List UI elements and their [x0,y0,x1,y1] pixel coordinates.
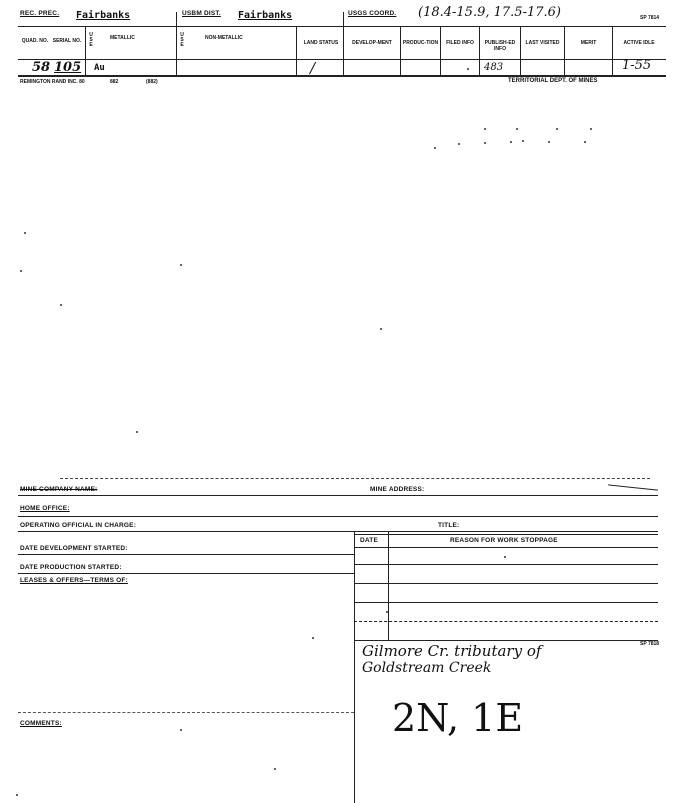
serial-no-value: 105 [54,60,82,75]
rule [18,712,354,713]
location-note-line1: Gilmore Cr. tributary of [362,642,542,660]
scan-speck [484,142,486,144]
col-divider [479,26,480,76]
form-number: SP 7814 [640,15,660,21]
date-column-label: DATE [360,537,379,544]
scan-speck [584,141,586,143]
printer-code-2: (882) [146,79,158,85]
col-divider [85,26,86,76]
scan-speck [180,264,182,266]
township-note: 2N, 1E [392,696,524,740]
scan-speck [522,140,524,142]
scan-speck [590,128,592,130]
torn-edge-mark [608,484,658,490]
mine-company-name-label: MINE COMPANY NAME: [20,486,98,493]
col-divider [400,26,401,76]
leases-offers-label: LEASES & OFFERS—TERMS OF: [20,577,128,584]
col-quad-no: QUAD. NO. [21,38,49,44]
scan-speck [20,270,22,272]
rule [354,621,658,622]
filed-info-mark [467,68,469,70]
active-idle-value: 1-55 [622,58,652,73]
scan-speck [136,431,138,433]
rule [18,554,354,555]
department-name: TERRITORIAL DEPT. OF MINES [508,78,598,84]
location-note-line2: Goldstream Creek [362,660,492,676]
home-office-label: HOME OFFICE: [20,505,70,512]
printer-code-1: 882 [110,79,119,85]
col-development: DEVELOP-MENT [352,40,392,46]
rule [18,531,658,532]
col-divider [296,26,297,76]
scan-speck [312,637,314,639]
comments-label: COMMENTS: [20,720,62,727]
rule [354,547,658,548]
usgs-coord-value: (18.4-15.9, 17.5-17.6) [418,5,561,20]
col-metallic: METALLIC [110,35,135,41]
col-use-code: U S E [89,32,93,48]
scan-speck [60,304,62,306]
title-label: TITLE: [438,522,460,529]
col-published-info: PUBLISH-ED INFO [484,40,516,52]
scan-speck [458,143,460,145]
col-filed-info: FILED INFO [446,40,474,46]
scan-speck [510,141,512,143]
scan-speck [516,128,518,130]
col-divider [176,12,177,76]
metallic-value: Au [94,63,105,73]
rule [354,564,658,565]
rule [18,516,658,517]
mine-address-label: MINE ADDRESS: [370,486,425,493]
col-divider [343,12,344,76]
scan-speck [484,128,486,130]
usgs-coord-label: USGS COORD. [348,10,397,17]
col-divider [564,26,565,76]
rule [18,495,658,496]
col-land-status: LAND STATUS [303,40,339,46]
reason-column-label: REASON FOR WORK STOPPAGE [450,537,558,544]
col-non-metallic: NON-METALLIC [205,35,243,41]
scan-speck [434,147,436,149]
rule [354,602,658,603]
header-top-rule [18,26,666,27]
scan-speck [16,794,18,796]
rule [18,573,354,574]
rec-prec-value: Fairbanks [76,10,131,21]
col-active-idle: ACTIVE IDLE [623,40,655,46]
form-number-2: SP 7818 [640,641,660,647]
date-development-started-label: DATE DEVELOPMENT STARTED: [20,545,128,552]
quad-no-value: 58 [32,60,51,75]
header-mid-rule [18,59,666,60]
scan-speck [274,768,276,770]
col-use-code-2: U S E [180,32,184,48]
printer-imprint: REMINGTON RAND INC. 80 [20,79,85,85]
scan-speck [380,328,382,330]
col-last-visited: LAST VISITED [525,40,560,46]
date-production-started-label: DATE PRODUCTION STARTED: [20,564,122,571]
header-bottom-rule [18,75,666,77]
col-serial-no: SERIAL NO. [52,38,82,44]
col-divider [612,26,613,76]
scan-speck [556,128,558,130]
operating-official-label: OPERATING OFFICIAL IN CHARGE: [20,522,137,529]
table-left-divider [354,531,355,803]
rec-prec-label: REC. PREC. [20,10,60,17]
col-production: PRODUC-TION [402,40,439,46]
col-merit: MERIT [580,40,597,46]
rule [354,534,658,535]
col-divider [520,26,521,76]
usbm-dist-label: USBM DIST. [182,10,221,17]
rule [354,640,658,641]
scan-speck [24,232,26,234]
usbm-dist-value: Fairbanks [238,10,293,21]
lower-form-top-edge [60,478,650,479]
rule [354,583,658,584]
land-status-value: / [310,59,316,77]
scan-speck [504,556,506,558]
col-divider [440,26,441,76]
scan-speck [180,729,182,731]
scan-speck [548,141,550,143]
published-info-value: 483 [484,62,504,73]
